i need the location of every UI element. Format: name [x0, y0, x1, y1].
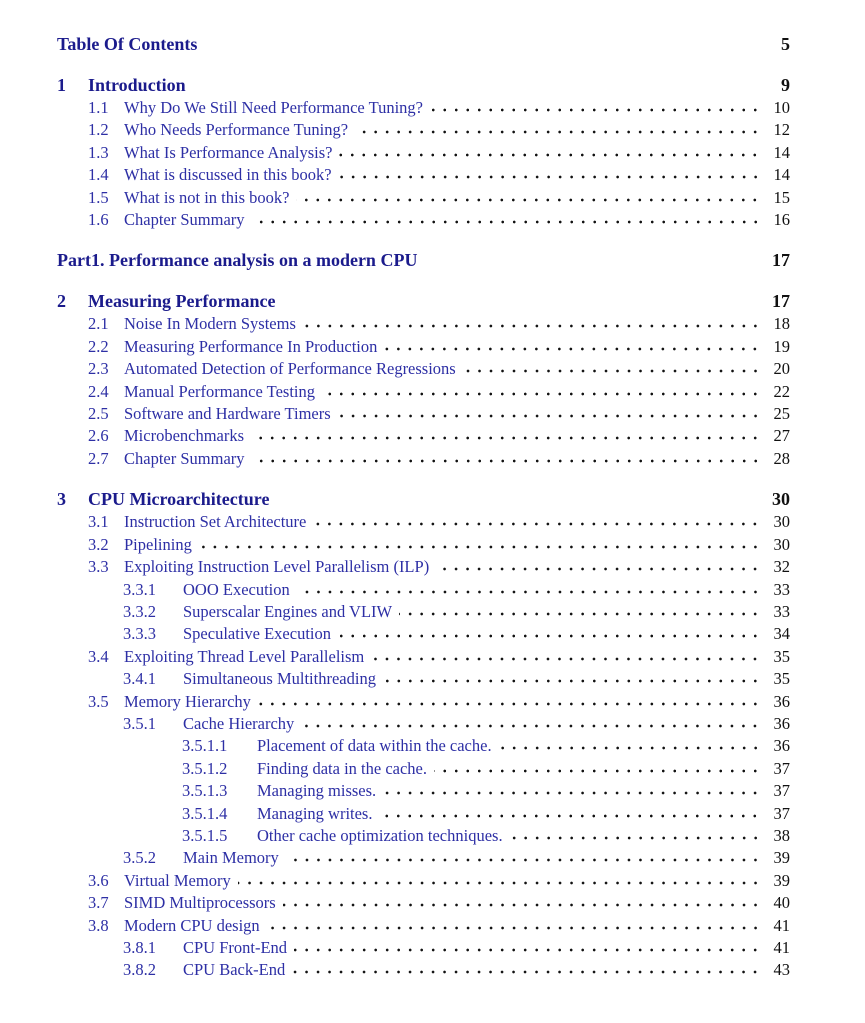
toc-entry-1-5[interactable] — [57, 187, 790, 209]
entry-number[interactable]: 2.1 — [88, 314, 109, 334]
dot-leader — [430, 99, 761, 113]
entry-number[interactable]: 1 — [57, 75, 66, 95]
toc-entry-3-1[interactable] — [57, 511, 790, 533]
dot-leader — [338, 405, 761, 419]
toc-entry-3-5-1-4[interactable] — [57, 803, 790, 825]
entry-title[interactable]: Manual Performance Testing — [124, 381, 315, 401]
entry-title[interactable]: Part1. Performance analysis on a modern CPU — [57, 250, 418, 271]
dot-leader — [258, 693, 761, 707]
entry-number[interactable]: 3.1 — [88, 512, 109, 532]
entry-number[interactable]: 2.6 — [88, 426, 109, 446]
dot-leader — [510, 827, 761, 841]
entry-number[interactable]: 1.2 — [88, 120, 109, 140]
entry-number[interactable]: 3.3.3 — [123, 624, 156, 644]
entry-number[interactable]: 1.4 — [88, 165, 109, 185]
dot-leader — [297, 581, 761, 595]
entry-number[interactable]: 3.3.2 — [123, 601, 156, 621]
entry-page-number: 19 — [773, 336, 790, 356]
entry-page-number: 16 — [773, 210, 790, 230]
entry-number[interactable]: 2.7 — [88, 448, 109, 468]
entry-number[interactable]: 3.4 — [88, 646, 109, 666]
entry-title[interactable]: Automated Detection of Performance Regressions — [124, 359, 456, 379]
entry-title[interactable]: Chapter Summary — [124, 210, 245, 230]
dot-leader — [399, 603, 761, 617]
toc-entry-3-5-1-1[interactable] — [57, 735, 790, 757]
entry-number[interactable]: 1.1 — [88, 98, 109, 117]
entry-page-number: 17 — [772, 250, 790, 271]
toc-entry-3-4[interactable] — [57, 646, 790, 668]
toc-entry-1-1[interactable] — [57, 97, 790, 119]
entry-title[interactable]: OOO Execution — [183, 579, 290, 599]
toc-title[interactable]: Table Of Contents — [57, 34, 198, 54]
entry-title[interactable]: Instruction Set Architecture — [124, 512, 307, 532]
toc-entry-3-8-2[interactable] — [57, 959, 790, 981]
toc-entry-3-3[interactable] — [57, 556, 790, 578]
entry-page-number: 36 — [773, 691, 790, 711]
dot-leader — [296, 189, 761, 203]
toc-header-page-number: 5 — [781, 34, 790, 54]
entry-number[interactable]: 2.5 — [88, 404, 109, 424]
entry-page-number: 37 — [773, 781, 790, 801]
entry-title[interactable]: Noise In Modern Systems — [124, 314, 296, 334]
toc-entry-3-5-2[interactable] — [57, 847, 790, 869]
dot-leader — [301, 715, 761, 729]
entry-page-number: 18 — [773, 314, 790, 334]
entry-title[interactable]: Measuring Performance — [88, 291, 276, 312]
entry-title[interactable]: Who Needs Performance Tuning? — [124, 120, 349, 140]
dot-leader — [383, 670, 761, 684]
entry-title[interactable]: Memory Hierarchy — [124, 691, 251, 711]
entry-number[interactable]: 3.8 — [88, 915, 109, 935]
dot-leader — [338, 625, 761, 639]
entry-page-number: 27 — [773, 426, 790, 446]
entry-number[interactable]: 2.4 — [88, 381, 109, 401]
entry-page-number: 14 — [773, 142, 790, 162]
entry-title[interactable]: Main Memory — [183, 848, 279, 868]
dot-leader — [436, 558, 761, 572]
dot-leader — [434, 760, 761, 774]
entry-title[interactable]: CPU Back-End — [183, 960, 286, 980]
entry-number[interactable]: 3.2 — [88, 534, 109, 554]
entry-page-number: 33 — [773, 601, 790, 621]
dot-leader — [199, 536, 761, 550]
entry-title[interactable]: Microbenchmarks — [124, 426, 245, 446]
toc-entry-2[interactable] — [57, 289, 790, 313]
entry-page-number: 20 — [773, 359, 790, 379]
entry-number[interactable]: 3.5 — [88, 691, 109, 711]
toc-entry-1-6[interactable] — [57, 209, 790, 231]
entry-page-number: 30 — [773, 512, 790, 532]
entry-number[interactable]: 3.3 — [88, 557, 109, 577]
entry-page-number: 41 — [773, 938, 790, 957]
dot-leader — [267, 917, 761, 931]
toc-entry-list — [57, 73, 790, 982]
entry-page-number: 17 — [772, 291, 790, 312]
entry-page-number: 34 — [773, 624, 790, 644]
entry-page-number: 43 — [773, 960, 790, 980]
entry-page-number: 39 — [773, 870, 790, 890]
entry-number[interactable]: 3.7 — [88, 893, 109, 913]
toc-entry-3-8[interactable] — [57, 915, 790, 937]
entry-number[interactable]: 3.5.2 — [123, 848, 156, 868]
entry-number[interactable]: 1.5 — [88, 187, 109, 207]
toc-entry-part1[interactable] — [57, 248, 790, 272]
entry-page-number: 39 — [773, 848, 790, 868]
toc-entry-1[interactable] — [57, 73, 790, 97]
entry-title[interactable]: Placement of data within the cache. — [257, 736, 492, 756]
entry-page-number: 35 — [773, 646, 790, 666]
entry-number[interactable]: 3.3.1 — [123, 579, 156, 599]
dot-leader — [238, 872, 761, 886]
entry-number[interactable]: 3.4.1 — [123, 669, 156, 689]
entry-title[interactable]: SIMD Multiprocessors — [124, 893, 276, 913]
entry-number[interactable]: 3.8.2 — [123, 960, 156, 980]
toc-entry-3-3-2[interactable] — [57, 601, 790, 623]
entry-page-number: 15 — [773, 187, 790, 207]
toc-entry-2-3[interactable] — [57, 358, 790, 380]
entry-title[interactable]: Exploiting Instruction Level Parallelism (ILP) — [124, 557, 430, 577]
entry-number[interactable]: 1.6 — [88, 210, 109, 230]
dot-leader — [252, 450, 761, 464]
entry-page-number: 40 — [773, 893, 790, 913]
entry-title[interactable]: CPU Front-End — [183, 938, 288, 957]
entry-title[interactable]: Chapter Summary — [124, 448, 245, 468]
entry-number[interactable]: 3.5.1.1 — [182, 736, 228, 756]
toc-entry-3-4-1[interactable] — [57, 668, 790, 690]
dot-leader — [286, 849, 761, 863]
dot-leader — [283, 894, 761, 908]
entry-title[interactable]: Software and Hardware Timers — [124, 404, 331, 424]
dot-leader — [339, 166, 761, 180]
entry-page-number: 14 — [773, 165, 790, 185]
entry-number[interactable]: 1.3 — [88, 142, 109, 162]
entry-title[interactable]: Virtual Memory — [124, 870, 231, 890]
entry-number[interactable]: 3.6 — [88, 870, 109, 890]
dot-leader — [303, 315, 761, 329]
entry-number[interactable]: 3.5.1 — [123, 713, 156, 733]
entry-title[interactable]: Superscalar Engines and VLIW — [183, 601, 393, 621]
dot-leader — [499, 737, 761, 751]
dot-leader — [383, 782, 761, 796]
dot-leader — [339, 144, 761, 158]
dot-leader — [252, 211, 761, 225]
dot-leader — [251, 427, 761, 441]
entry-page-number: 30 — [772, 489, 790, 510]
toc-entry-3[interactable] — [57, 487, 790, 511]
entry-page-number: 32 — [773, 557, 790, 577]
toc-entry-3-2[interactable] — [57, 534, 790, 556]
entry-title[interactable]: CPU Microarchitecture — [88, 489, 270, 510]
toc-entry-3-7[interactable] — [57, 892, 790, 914]
entry-page-number: 25 — [773, 404, 790, 424]
entry-page-number: 35 — [773, 669, 790, 689]
entry-page-number: 37 — [773, 803, 790, 823]
entry-title[interactable]: Pipelining — [124, 534, 192, 554]
dot-leader — [379, 805, 761, 819]
entry-page-number: 28 — [773, 448, 790, 468]
entry-title[interactable]: Managing misses. — [257, 781, 377, 801]
entry-page-number: 38 — [773, 825, 790, 845]
entry-title[interactable]: Other cache optimization techniques. — [257, 825, 503, 845]
entry-number[interactable]: 2.2 — [88, 336, 109, 356]
toc-entry-2-5[interactable] — [57, 403, 790, 425]
entry-title[interactable]: What Is Performance Analysis? — [124, 142, 333, 162]
dot-leader — [322, 383, 761, 397]
entry-page-number: 12 — [773, 120, 790, 140]
entry-number[interactable]: 3 — [57, 489, 66, 510]
toc-entry-2-1[interactable] — [57, 313, 790, 335]
entry-title[interactable]: Introduction — [88, 75, 186, 95]
dot-leader — [384, 338, 761, 352]
entry-title[interactable]: What is discussed in this book? — [124, 165, 332, 185]
toc-entry-1-2[interactable] — [57, 119, 790, 141]
entry-title[interactable]: Exploiting Thread Level Parallelism — [124, 646, 365, 666]
entry-number[interactable]: 3.8.1 — [123, 938, 156, 957]
toc-entry-3-5-1-3[interactable] — [57, 780, 790, 802]
toc-entry-3-3-3[interactable] — [57, 623, 790, 645]
entry-title[interactable]: Why Do We Still Need Performance Tuning? — [124, 98, 423, 117]
entry-number[interactable]: 2 — [57, 291, 66, 312]
entry-page-number: 22 — [773, 381, 790, 401]
dot-leader — [292, 961, 761, 975]
toc-entry-1-3[interactable] — [57, 142, 790, 164]
entry-title[interactable]: Finding data in the cache. — [257, 758, 427, 778]
entry-page-number: 36 — [773, 713, 790, 733]
entry-number[interactable]: 3.5.1.3 — [182, 781, 228, 801]
entry-page-number: 9 — [781, 75, 790, 95]
toc-entry-3-6[interactable] — [57, 870, 790, 892]
dot-leader — [294, 939, 761, 953]
toc-entry-3-5-1-5[interactable] — [57, 825, 790, 847]
entry-title[interactable]: Modern CPU design — [124, 915, 260, 935]
entry-title[interactable]: Cache Hierarchy — [183, 713, 295, 733]
toc-entry-3-5-1[interactable] — [57, 713, 790, 735]
entry-title[interactable]: Measuring Performance In Production — [124, 336, 378, 356]
entry-page-number: 37 — [773, 758, 790, 778]
toc-entry-3-3-1[interactable] — [57, 579, 790, 601]
dot-leader — [313, 513, 761, 527]
toc-entry-1-4[interactable] — [57, 164, 790, 186]
entry-page-number: 41 — [773, 915, 790, 935]
entry-title[interactable]: Speculative Execution — [183, 624, 331, 644]
entry-page-number: 33 — [773, 579, 790, 599]
dot-leader — [463, 360, 761, 374]
entry-title[interactable]: Simultaneous Multithreading — [183, 669, 376, 689]
toc-entry-3-8-1[interactable] — [57, 937, 790, 959]
toc-entry-2-6[interactable] — [57, 425, 790, 447]
entry-number[interactable]: 3.5.1.4 — [182, 803, 228, 823]
entry-title[interactable]: What is not in this book? — [124, 187, 290, 207]
entry-page-number: 36 — [773, 736, 790, 756]
entry-title[interactable]: Managing writes. — [257, 803, 373, 823]
dot-leader — [371, 648, 761, 662]
entry-page-number: 10 — [773, 98, 790, 117]
entry-page-number: 30 — [773, 534, 790, 554]
toc-entry-3-5-1-2[interactable] — [57, 758, 790, 780]
toc-entry-2-4[interactable] — [57, 381, 790, 403]
toc-entry-3-5[interactable] — [57, 691, 790, 713]
toc-entry-2-2[interactable] — [57, 336, 790, 358]
entry-number[interactable]: 3.5.1.2 — [182, 758, 228, 778]
toc-header-row — [57, 32, 790, 56]
entry-number[interactable]: 2.3 — [88, 359, 109, 379]
dot-leader — [355, 121, 761, 135]
toc-entry-2-7[interactable] — [57, 448, 790, 470]
entry-number[interactable]: 3.5.1.5 — [182, 825, 228, 845]
